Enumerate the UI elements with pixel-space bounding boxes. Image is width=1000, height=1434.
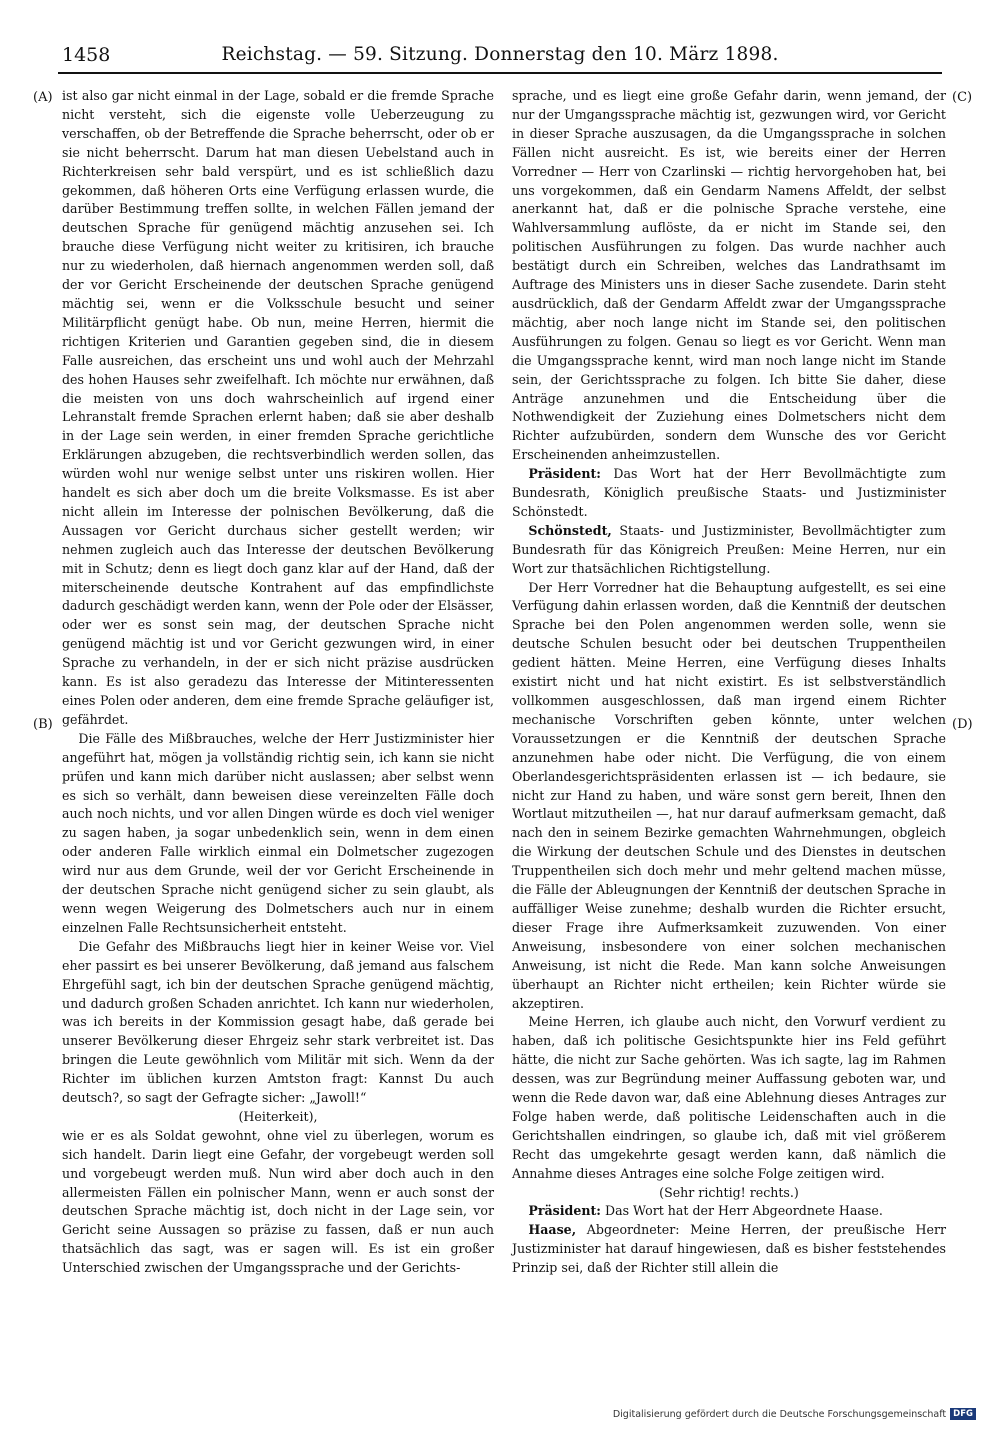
right-interjection: (Sehr richtig! rechts.) [659,1184,799,1200]
page-number: 1458 [62,44,111,66]
margin-marker-b: (B) [33,717,53,732]
footer-text: Digitalisierung gefördert durch die Deutsche Forschungsgemeinschaft [612,1408,947,1420]
speech-text: Abgeordneter: Meine Herren, der preußische Herr Justizminister hat darauf hingewiesen, daß es bisher feststehendes Prinzip sei, daß der Richter still allein die [512,1222,946,1276]
speech-text: Staats- und Justizminister, Bevollmächtigter zum Bundesrath für das Königreich Preußen: Meine Herren, nur ein Wort zur thatsächlichen Richtigstellung. [512,522,946,576]
left-paragraph-3: Die Gefahr des Mißbrauchs liegt hier in keiner Weise vor. Viel eher passirt es bei unserer Bevölkerung, daß jemand aus falschem Ehrgefühl sagt, ich bin der deutschen Sprache genügend mächtig, und dadurch großen Schaden anrichtet. Ich kann nur wiederholen, was ich bereits in der Kommission gesagt habe, daß gerade bei unserer Bevölkerung dieser Ehrgeiz sehr stark verbreitet ist. Das bringen die Leute gewöhnlich vom Militär mit sich. Wenn da der Richter im üblichen kurzen Amtston fragt: Kannst Du auch deutsch?, so sagt der Gefragte sicher: „Jawoll!“ [62,938,494,1106]
right-paragraph-1: sprache, und es liegt eine große Gefahr darin, wenn jemand, der nur der Umgangssprache mächtig ist, gezwungen wird, vor Gericht in dieser Sprache auszusagen, da die Umgangssprache in solchen Fällen nicht ausreicht. Es ist, wie bereits einer der Herren Vorredner — Herr von Czarlinski — richtig hervorgehoben hat, bei uns vorgekommen, daß ein Gendarm Namens Affeldt, der selbst anerkannt hat, daß er die polnische Sprache verstehe, eine Wahlversammlung auflöste, da er nicht im Stande sei, den politischen Ausführungen zu folgen. Das wurde nachher auch bestätigt durch ein Schreiben, welches das Landrathsamt im Auftrage des Ministers uns in dieser Sache zusendete. Darin steht ausdrücklich, daß der Gendarm Affeldt zwar der Umgangssprache mächtig, aber noch lange nicht im Stande sei, den politischen Ausführungen zu folgen. Genau so liegt es vor Gericht. Wenn man die Umgangssprache kennt, wird man noch lange nicht im Stande sein, der Gerichtssprache zu folgen. Ich bitte Sie daher, diese Anträge anzunehmen und die Entscheidung über die Nothwendigkeit der Zuziehung eines Dolmetschers nicht dem Richter aufzubürden, sondern dem Wunsche des vor Gericht Erscheinenden anheimzustellen. [512,88,946,463]
speech-text: Das Wort hat der Herr Abgeordnete Haase. [604,1203,883,1219]
president-statement-1 [512,465,946,522]
right-paragraph-3: Meine Herren, ich glaube auch nicht, den Vorwurf verdient zu haben, daß ich politische Gesichtspunkte hier ins Feld geführt hätte, die nicht zur Sache gehörten. Was ich sagte, lag im Rahmen dessen, was zur Begründung meiner Auffassung geboten war, und wenn die Rede davon war, daß eine Ablehnung dieses Antrages zur Folge haben werde, daß politische Leidenschaften auch in die Gerichtshallen eindringen, so glaube ich, daß mit viel größerem Recht das umgekehrte gesagt werden kann, daß nämlich die Annahme dieses Antrages eine solche Folge zeitigen wird. [512,1014,946,1181]
running-title: Reichstag. — 59. Sitzung. Donnerstag den 10. März 1898. [221,44,779,65]
digitization-footer [613,1408,976,1420]
speaker-name: Präsident: [528,1203,601,1219]
right-paragraph-2: Der Herr Vorredner hat die Behauptung aufgestellt, es sei eine Verfügung dahin erlassen worden, daß die Kenntniß der deutschen Sprache bei den Polen angenommen werden solle, wenn sie deutsche Schulen besucht oder bei deutschen Truppentheilen gedient hätten. Meine Herren, eine Verfügung dieses Inhalts existirt nicht und hat nicht existirt. Es ist selbstverständlich vollkommen ausgeschlossen, daß man irgend einem Richter mechanische Vorschriften geben könnte, unter welchen Voraussetzungen er die Kenntniß der deutschen Sprache anzunehmen habe oder nicht. Die Verfügung, die von einem Oberlandesgerichtspräsidenten erlassen ist — ich bedaure, sie nicht zur Hand zu haben, und wäre sonst gern bereit, Ihnen den Wortlaut mitzutheilen —, hat nur darauf aufmerksam gemacht, daß nach den in seinem Bezirke gemachten Wahrnehmungen, obgleich die Wirkung der deutschen Schule und des Dienstes in deutschen Truppentheilen sich doch mehr und mehr geltend machen müsse, die Fälle der Ableugnungen der Kenntniß der deutschen Sprache in auffälliger Weise zunehme; deshalb wurden die Richter ersucht, dieser Frage ihre Aufmerksamkeit zuzuwenden. Von einer Anweisung, insbesondere von einer solchen mechanischen Anweisung, ist nicht die Rede. Man kann solche Anweisungen überhaupt an Richter nicht ertheilen; kein Richter würde sie akzeptiren. [512,579,946,1011]
speaker-name: Haase, [528,1222,577,1238]
haase-statement [512,1221,946,1278]
right-column [512,87,946,1278]
left-column [62,87,494,1278]
speaker-name: Schönstedt, [528,522,612,538]
dfg-logo: DFG [950,1408,976,1420]
left-paragraph-4: wie er es als Soldat gewohnt, ohne viel zu überlegen, worum es sich handelt. Darin liegt eine Gefahr, der vorgebeugt werden soll und vorgebeugt werden muß. Nun wird aber doch auch in den allermeisten Fällen ein polnischer Mann, wenn er auch sonst der deutschen Sprache mächtig ist, doch nicht in der Lage sein, vor Gericht seine Aussagen so präzise zu fassen, daß er nun auch thatsächlich das sagt, was er sagen will. Es ist ein großer Unterschied zwischen der Umgangssprache und der Gerichts- [62,1127,494,1276]
header-rule [58,72,942,74]
left-interjection: (Heiterkeit), [238,1108,318,1124]
left-paragraph-2: Die Fälle des Mißbrauches, welche der Herr Justizminister hier angeführt hat, mögen ja vollständig richtig sein, ich kann sie nicht prüfen und kann mich darüber nicht auslassen; aber selbst wenn es sich so verhält, dann beweisen diese vereinzelten Fälle doch auch noch nichts, und vor allen Dingen würde es doch viel weniger zu sagen haben, ja sogar unbedenklich sein, wenn in dem einen oder anderen Falle wirklich einmal ein Dolmetscher zugezogen wird nur aus dem Grunde, weil der vor Gericht Erscheinende in der deutschen Sprache nicht genügend sicher zu sein glaubt, als wenn wegen Weigerung des Dolmetschers auch nur in einem einzelnen Falle Rechtsunsicherheit entsteht. [62,730,494,935]
president-statement-2 [512,1202,946,1221]
speech-text: Das Wort hat der Herr Bevollmächtigte zum Bundesrath, Königlich preußische Staats- und Justizminister Schönstedt. [512,466,946,519]
margin-marker-c: (C) [952,90,973,105]
margin-marker-a: (A) [33,90,53,105]
schoenstedt-statement [512,522,946,579]
page-header [62,40,938,72]
left-paragraph-1: ist also gar nicht einmal in der Lage, sobald er die fremde Sprache nicht versteht, sich die eigenste volle Ueberzeugung zu verschaffen, ob der Betreffende die Sprache beherrscht, oder ob er sie nicht beherrscht. Darum hat man diesen Uebelstand auch in Richterkreisen sehr bald verspürt, und es ist schließlich dazu gekommen, daß höheren Orts eine Verfügung erlassen wurde, die darüber Bestimmung treffen sollte, in welchen Fällen jemand der deutschen Sprache für genügend mächtig anzusehen sei. Ich brauche diese Verfügung nicht weiter zu kritisiren, ich brauche nur zu wiederholen, daß hiernach angenommen werden soll, daß der vor Gericht Erscheinende der deutschen Sprache genügend mächtig sei, wenn er die Volksschule besucht und seiner Militärpflicht genügt habe. Ob nun, meine Herren, hiermit die richtigen Kriterien und Garantien gegeben sind, die in diesem Falle ausreichen, das erscheint uns und wohl auch der Mehrzahl des hohen Hauses sehr zweifelhaft. Ich möchte nur erwähnen, daß die meisten von uns doch wahrscheinlich auf irgend einer Lehranstalt fremde Sprachen erlernt haben; daß sie aber deshalb in der Lage sein werden, in einer fremden Sprache gerichtliche Erklärungen abzugeben, die rechtsverbindlich werden sollen, das würden wohl nur wenige selbst unter uns riskiren wollen. Hier handelt es sich aber doch um die breite Volksmasse. Es ist aber nicht allein im Interesse der polnischen Bevölkerung, daß die Aussagen vor Gericht durchaus sicher gestellt werden; wir nehmen zugleich auch das Interesse der deutschen Bevölkerung mit in Schutz; denn es liegt doch ganz klar auf der Hand, daß der miterscheinende deutsche Kontrahent auf das empfindlichste dadurch geschädigt werden kann, wenn der Pole oder der Elsässer, oder wer es sonst sein mag, der deutschen Sprache nicht genügend mächtig ist und vor Gericht gezwungen wird, in einer Sprache zu verhandeln, in der er sich nicht präzise ausdrücken kann. Es ist also geradezu das Interesse der Mitinteressenten eines Polen oder anderen, dem eine fremde Sprache geläufiger ist, gefährdet. [62,88,494,727]
speaker-name: Präsident: [528,466,601,482]
margin-marker-d: (D) [952,717,973,732]
